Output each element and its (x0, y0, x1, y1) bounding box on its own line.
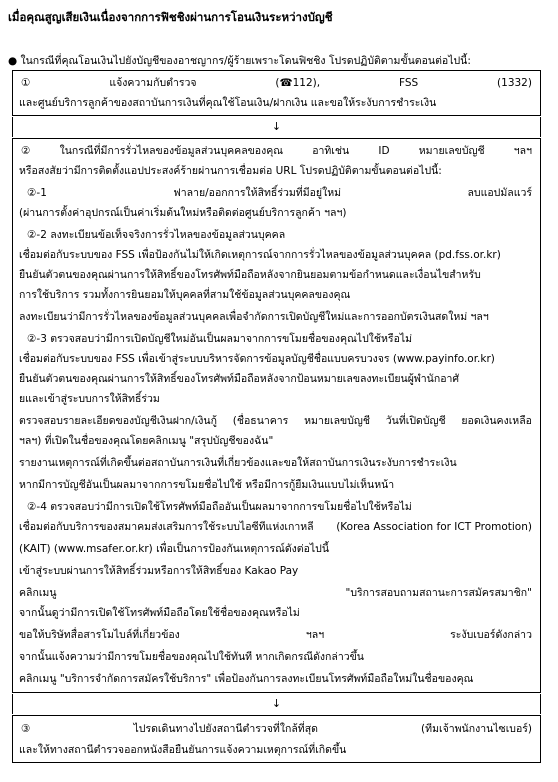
step2-4-line-a1: เชื่อมต่อกับบริการของสมาคมส่งเสริมการใช้ระบบไอซีทีแห่งเกาหลี (19, 521, 314, 533)
step3-line2: และให้ทางสถานีตำรวจออกหนังสือยืนยันการแจ้งความเหตุการณ์ที่เกิดขึ้น (19, 744, 347, 756)
step2-4-line-d2: "บริการสอบถามสถานะการสมัครสมาชิก" (345, 587, 532, 599)
step2-head-c: ID (378, 145, 390, 157)
step2-4-line-g: จากนั้นแจ้งความว่ามีการขโมยชื่อของคุณไปใช้ทันที หากเกิดกรณีดังกล่าวขึ้น (19, 651, 364, 663)
step2-3-line-d3: หมายเลขบัญชี (304, 415, 370, 427)
step2-4-heading: ②-4 ตรวจสอบว่ามีการเปิดใช้โทรศัพท์มือถืออันเป็นผลมาจากการขโมยชื่อไปใช้หรือไม่ (27, 501, 412, 513)
step2-2-line-b: ยืนยันตัวตนของคุณผ่านการให้สิทธิ์ของโทรศัพท์มือถือหลังจากยินยอมตามข้อกำหนดและเงื่อนไขสำหรับ (19, 269, 481, 281)
step1-text-d: (1332) (497, 77, 532, 89)
step3-number: ③ (21, 723, 31, 735)
step3-text-a: ไปรดเดินทางไปยังสถานีตำรวจที่ใกล้ที่สุด (133, 723, 318, 735)
step2-3-line-g: หากมีการบัญชีอันเป็นผลมาจากการขโมยชื่อไปใช้ หรือมีการกู้ยืมเงินแบบไม่เห็นหน้า (19, 479, 395, 491)
step2-3-line-d4: วันที่เปิดบัญชี (385, 415, 446, 427)
step2-head-d: หมายเลขบัญชี (418, 145, 485, 157)
step2-number: ② (21, 145, 31, 157)
step1-number: ① (21, 77, 31, 89)
step2-4-line-b: (KAIT) (www.msafer.or.kr) เพื่อเป็นการป้องกันเหตุการณ์ดังต่อไปนี้ (19, 543, 330, 555)
step2-1-text2: ลบแอปมัลแวร์ (467, 187, 532, 199)
arrow-down-icon: ↓ (12, 694, 541, 714)
step2-3-line-d2: (ชื่อธนาคาร (232, 415, 289, 427)
step1-line2: และศูนย์บริการลูกค้าของสถาบันการเงินที่คุณใช้โอนเงิน/ฝากเงิน และขอให้ระงับการชำระเงิน (19, 97, 437, 109)
step2-4-line-f2: ฯลฯ (305, 629, 325, 641)
step2-3-heading: ②-3 ตรวจสอบว่ามีการเปิดบัญชีใหม่อันเป็นผลมาจากการขโมยชื่อของคุณไปใช้หรือไม่ (27, 333, 413, 345)
step1-text-a: แจ้งความกับตำรวจ (109, 77, 197, 89)
step2-3-line-c: ยและเข้าสู่ระบบการให้สิทธิ์ร่วม (19, 393, 160, 405)
step2-2-line-c: การใช้บริการ รวมทั้งการยินยอมให้บุคคลที่สามใช้ข้อมูลส่วนบุคคลของคุณ (19, 289, 351, 301)
step2-4-line-d1: คลิกเมนู (19, 587, 57, 599)
step2-head-e: ฯลฯ (513, 145, 532, 157)
step2-2-heading: ②-2 ลงทะเบียนข้อเท็จจริงการรั่วไหลของข้อมูลส่วนบุคคล (27, 229, 286, 241)
step1-text-b: (☎112), (275, 77, 321, 89)
step2-4-line-f1: ขอให้บริษัทสื่อสารโมไบล์ที่เกี่ยวข้อง (19, 629, 180, 641)
step2-1-number: ②-1 (27, 187, 47, 199)
step2-2-line-a: เชื่อมต่อกับระบบของ FSS เพื่อป้องกันไม่ให้เกิดเหตุการณ์จากการรั่วไหลของข้อมูลส่วนบุคคล (pd.fss.or.kr) (19, 249, 501, 261)
step2-4-line-a2: (Korea Association for ICT Promotion) (336, 521, 532, 533)
step2-3-line-d1: ตรวจสอบรายละเอียดของบัญชีเงินฝาก/เงินกู้ (19, 415, 217, 427)
step2-3-line-b: ยืนยันตัวตนของคุณผ่านการให้สิทธิ์ของโทรศัพท์มือถือหลังจากป้อนหมายเลขลงทะเบียนผู้พำนักอาศั (19, 373, 460, 385)
step2-3-line-f: รายงานเหตุการณ์ที่เกิดขึ้นต่อสถาบันการเงินที่เกี่ยวข้องและขอให้สถาบันการเงินระงับการชำระเงิน (19, 457, 457, 469)
step2-4-line-c: เข้าสู่ระบบผ่านการให้สิทธิ์ร่วมหรือการให้สิทธิ์ของ Kakao Pay (19, 565, 299, 577)
intro-text: ● ในกรณีที่คุณโอนเงินไปยังบัญชีของอาชญากร/ผู้ร้ายเพราะโดนฟิชชิง โปรดปฏิบัติตามขั้นตอนต่อไปนี้: (8, 55, 471, 67)
page-title: เมื่อคุณสูญเสียเงินเนื่องจากการฟิชชิงผ่านการโอนเงินระหว่างบัญชี (8, 10, 333, 24)
step2-3-line-e: ฯลฯ) ที่เปิดในชื่อของคุณโดยคลิกเมนู "สรุปบัญชีของฉัน" (19, 435, 274, 447)
step2-4-line-e: จากนั้นดูว่ามีการเปิดใช้โทรศัพท์มือถือโดยใช้ชื่อของคุณหรือไม่ (19, 607, 300, 619)
step2-4-line-h: คลิกเมนู "บริการจำกัดการสมัครใช้บริการ" เพื่อป้องกันการลงทะเบียนโทรศัพท์มือถือใหม่ในชื่อของคุณ (19, 673, 474, 685)
step2-1-text: ฟาลาย/ออกการให้สิทธิ์ร่วมที่มีอยู่ใหม่ (173, 187, 342, 199)
step2-head-a: ในกรณีที่มีการรั่วไหลของข้อมูลส่วนบุคคลของคุณ (59, 145, 284, 157)
step2-head-b: อาทิเช่น (312, 145, 350, 157)
step2-3-line-d5: ยอดเงินคงเหลือ (461, 415, 532, 427)
step3-box (12, 715, 541, 763)
step1-text-c: FSS (398, 77, 419, 89)
step3-text-b: (ทีมเจ้าพนักงานไซเบอร์) (421, 723, 532, 735)
step2-2-line-d: ลงทะเบียนว่ามีการรั่วไหลของข้อมูลส่วนบุคคลเพื่อจำกัดการเปิดบัญชีใหม่และการออกบัตรเงินสดใหม่ ฯลฯ (19, 311, 489, 323)
step1-box (12, 70, 541, 116)
step2-3-line-a: เชื่อมต่อกับระบบของ FSS เพื่อเข้าสู่ระบบบริหารจัดการข้อมูลบัญชีชื่อแบบครบวงจร (www.payinfo.or.kr) (19, 353, 495, 365)
step2-4-line-f3: ระงับเบอร์ดังกล่าว (450, 629, 532, 641)
step2-head2: หรือสงสัยว่ามีการติดตั้งแอปประสงค์ร้ายผ่านการเชื่อมต่อ URL โปรดปฏิบัติตามขั้นตอนต่อไปนี้: (19, 165, 442, 177)
arrow-down-icon: ↓ (12, 117, 541, 137)
step2-box (12, 138, 541, 693)
step2-1-note: (ผ่านการตั้งค่าอุปกรณ์เป็นค่าเริ่มต้นใหม่หรือติดต่อศูนย์บริการลูกค้า ฯลฯ) (19, 207, 347, 219)
